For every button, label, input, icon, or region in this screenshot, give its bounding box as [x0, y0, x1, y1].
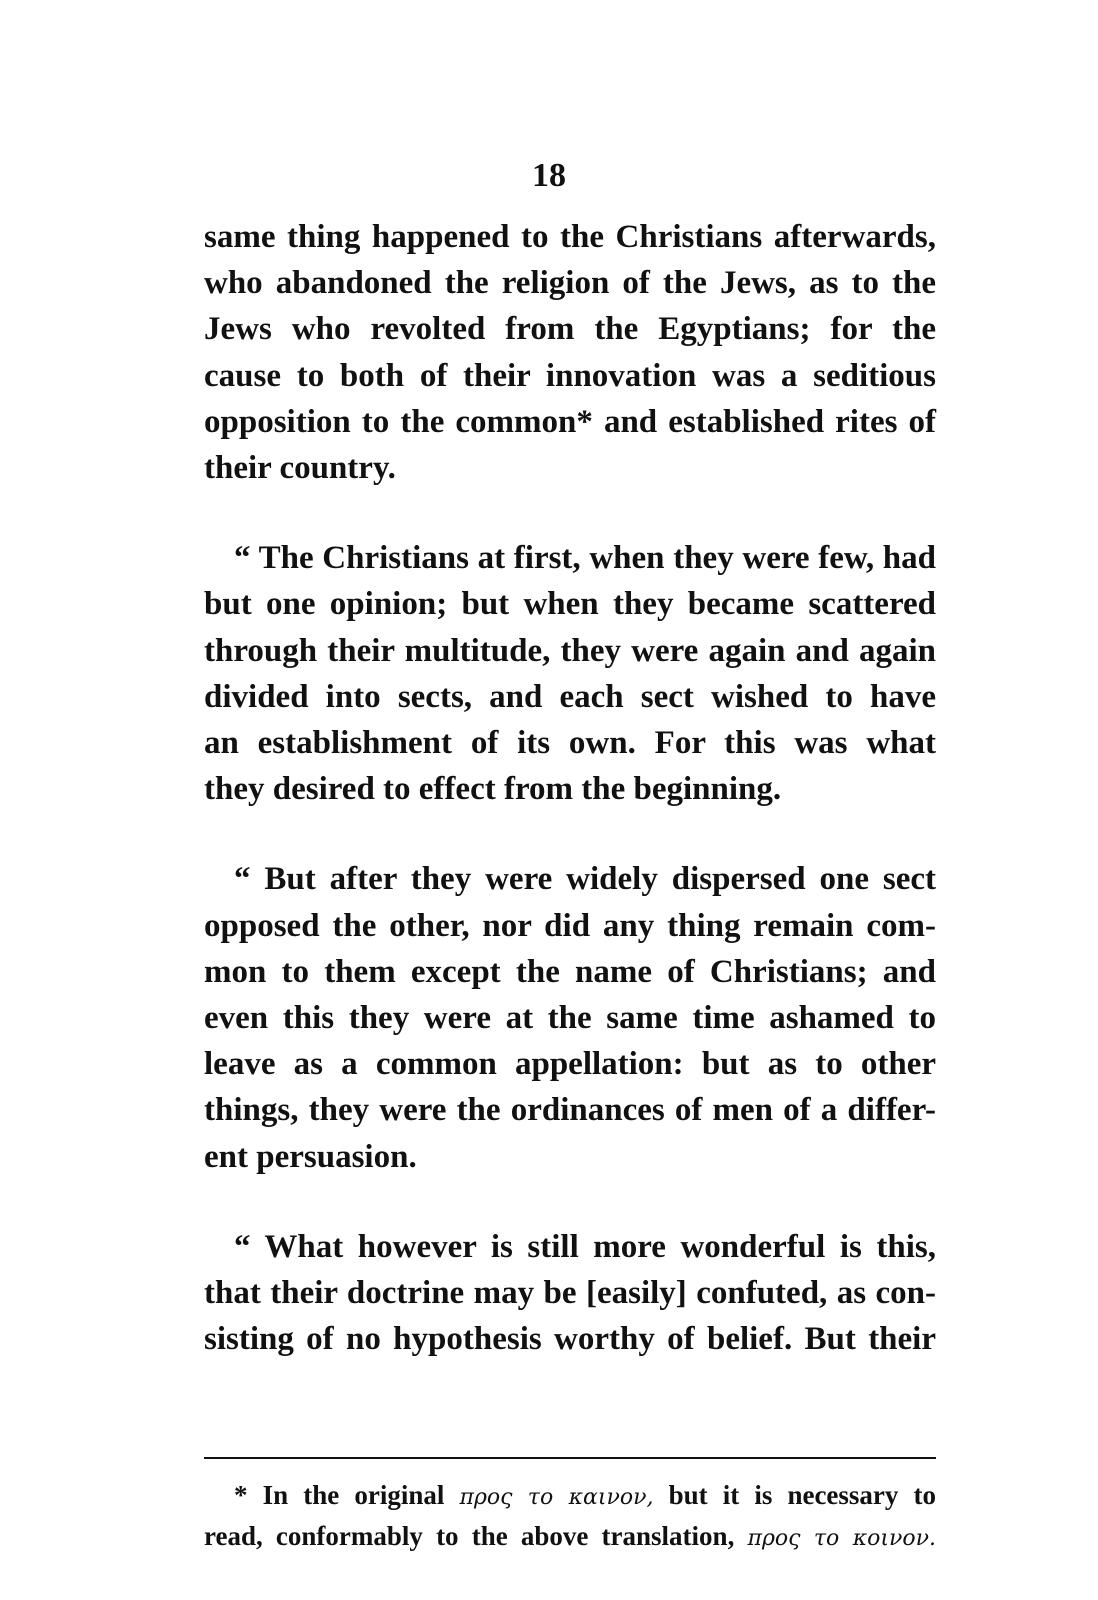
text-line: sisting of no hypothesis worthy of belief. But their [204, 1321, 936, 1358]
footnote-greek: προς το κοινον. [747, 1526, 936, 1551]
footnote-text: but it is necessary to [668, 1480, 937, 1510]
text-line: who abandoned the religion of the Jews, as to the [204, 265, 936, 302]
paragraph-2 [204, 535, 936, 812]
text-line: opposed the other, nor did any thing remain com- [204, 907, 936, 944]
footnote-text: read, conformably to the above translation, [204, 1521, 735, 1551]
text-line: “ But after they were widely dispersed one sect [234, 861, 936, 898]
text-line: things, they were the ordinances of men of a differ- [204, 1092, 936, 1129]
text-line: “ The Christians at first, when they were few, had [234, 540, 936, 577]
body-text [204, 214, 936, 1362]
text-line: ent persuasion. [204, 1138, 417, 1175]
text-line: but one opinion; but when they became scattered [204, 586, 936, 623]
text-line: cause to both of their innovation was a seditious [204, 357, 936, 394]
text-line: even this they were at the same time ashamed to [204, 1000, 936, 1037]
footnote-line [204, 1517, 936, 1558]
paragraph-3 [204, 856, 936, 1179]
paragraph-gap [204, 1180, 936, 1224]
footnote-text: * In the original [234, 1480, 445, 1510]
footnote-divider [204, 1457, 936, 1459]
paragraph-4 [204, 1224, 936, 1363]
text-line: they desired to effect from the beginning. [204, 771, 782, 808]
text-line: same thing happened to the Christians afterwards, [204, 219, 936, 255]
text-line: leave as a common appellation: but as to other [204, 1046, 936, 1083]
text-line: an establishment of its own. For this was what [204, 725, 936, 762]
text-line: “ What however is still more wonderful is this, [234, 1228, 936, 1265]
text-line: opposition to the common* and established rites of [204, 403, 936, 440]
footnote [204, 1476, 936, 1558]
footnote-greek: προς το καινον, [459, 1485, 654, 1510]
text-line: Jews who revolted from the Egyptians; for the [204, 311, 936, 348]
paragraph-gap [204, 812, 936, 856]
text-line: that their doctrine may be [easily] confuted, as con- [204, 1275, 936, 1312]
text-line: their country. [204, 450, 396, 487]
text-line: mon to them except the name of Christians; and [204, 953, 936, 990]
text-line: through their multitude, they were again and again [204, 632, 936, 669]
page-number: 18 [532, 157, 566, 194]
paragraph-gap [204, 491, 936, 535]
footnote-line [204, 1476, 936, 1517]
text-line: divided into sects, and each sect wished to have [204, 678, 936, 715]
paragraph-1 [204, 214, 936, 491]
